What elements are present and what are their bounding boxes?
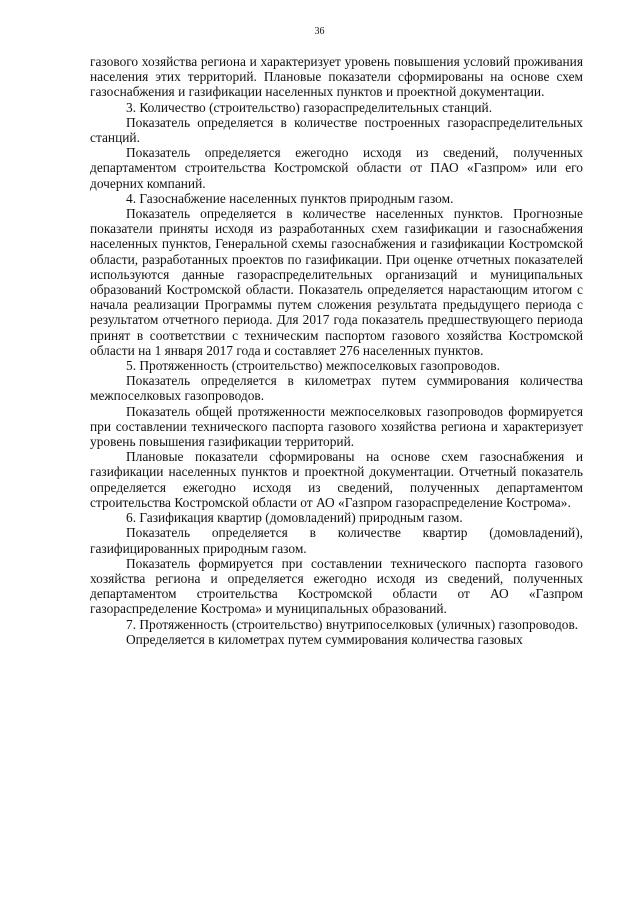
section-heading: 5. Протяженность (строительство) межпоселковых газопроводов. bbox=[126, 358, 500, 374]
paragraph: Показатель определяется в километрах путем суммирования количества межпоселковых газопроводов. bbox=[90, 373, 583, 404]
paragraph: Определяется в километрах путем суммирования количества газовых bbox=[126, 631, 523, 647]
section-heading: 4. Газоснабжение населенных пунктов природным газом. bbox=[126, 190, 454, 206]
paragraph: Плановые показатели сформированы на основе схем газоснабжения и газификации населенных пунктов и проектной документации. Отчетный показатель определяется ежегодно исходя из сведений, полученных департаментом строительства Костромской области от АО «Газпром газораспределение Кострома». bbox=[90, 449, 583, 510]
page-number: 36 bbox=[314, 26, 325, 37]
paragraph: Показатель общей протяженности межпоселковых газопроводов формируется при составлении технического паспорта газового хозяйства региона и характеризует уровень повышения газификации территорий. bbox=[90, 403, 583, 450]
paragraph: Показатель определяется в количестве квартир (домовладений), газифицированных природным газом. bbox=[90, 525, 583, 556]
document-body bbox=[90, 54, 583, 647]
paragraph: Показатель определяется в количестве населенных пунктов. Прогнозные показатели приняты исходя из разработанных схем газификации и газоснабжения населенных пунктов, Генеральной схемы газоснабжения и газификации Костромской области, разработанных проектов по газификации. При оценке отчетных показателей используются данные газораспределительных организаций и муниципальных образований Костромской области. Показатель определяется нарастающим итогом с начала реализации Программы путем сложения результата предыдущего периода с результатом отчетного периода. Для 2017 года показатель предшествующего периода принят в соответствии с техническим паспортом газового хозяйства Костромской области на 1 января 2017 года и составляет 276 населенных пунктов. bbox=[90, 206, 583, 358]
paragraph: газового хозяйства региона и характеризует уровень повышения условий проживания населения этих территорий. Плановые показатели сформированы на основе схем газоснабжения и газификации населенных пунктов и проектной документации. bbox=[90, 54, 583, 100]
section-heading: 3. Количество (строительство) газораспределительных станций. bbox=[126, 99, 493, 115]
paragraph: Показатель определяется в количестве построенных газораспределительных станций. bbox=[90, 114, 583, 146]
paragraph: Показатель определяется ежегодно исходя из сведений, полученных департаментом строительства Костромской области от ПАО «Газпром» или его дочерних компаний. bbox=[90, 145, 583, 191]
section-heading: 7. Протяженность (строительство) внутрипоселковых (уличных) газопроводов. bbox=[126, 616, 579, 632]
section-heading: 6. Газификация квартир (домовладений) природным газом. bbox=[126, 510, 463, 526]
paragraph: Показатель формируется при составлении технического паспорта газового хозяйства региона и определяется ежегодно исходя из сведений, полученных департаментом строительства Костромской области от АО «Газпром газораспределение Кострома» и муниципальных образований. bbox=[90, 555, 583, 617]
